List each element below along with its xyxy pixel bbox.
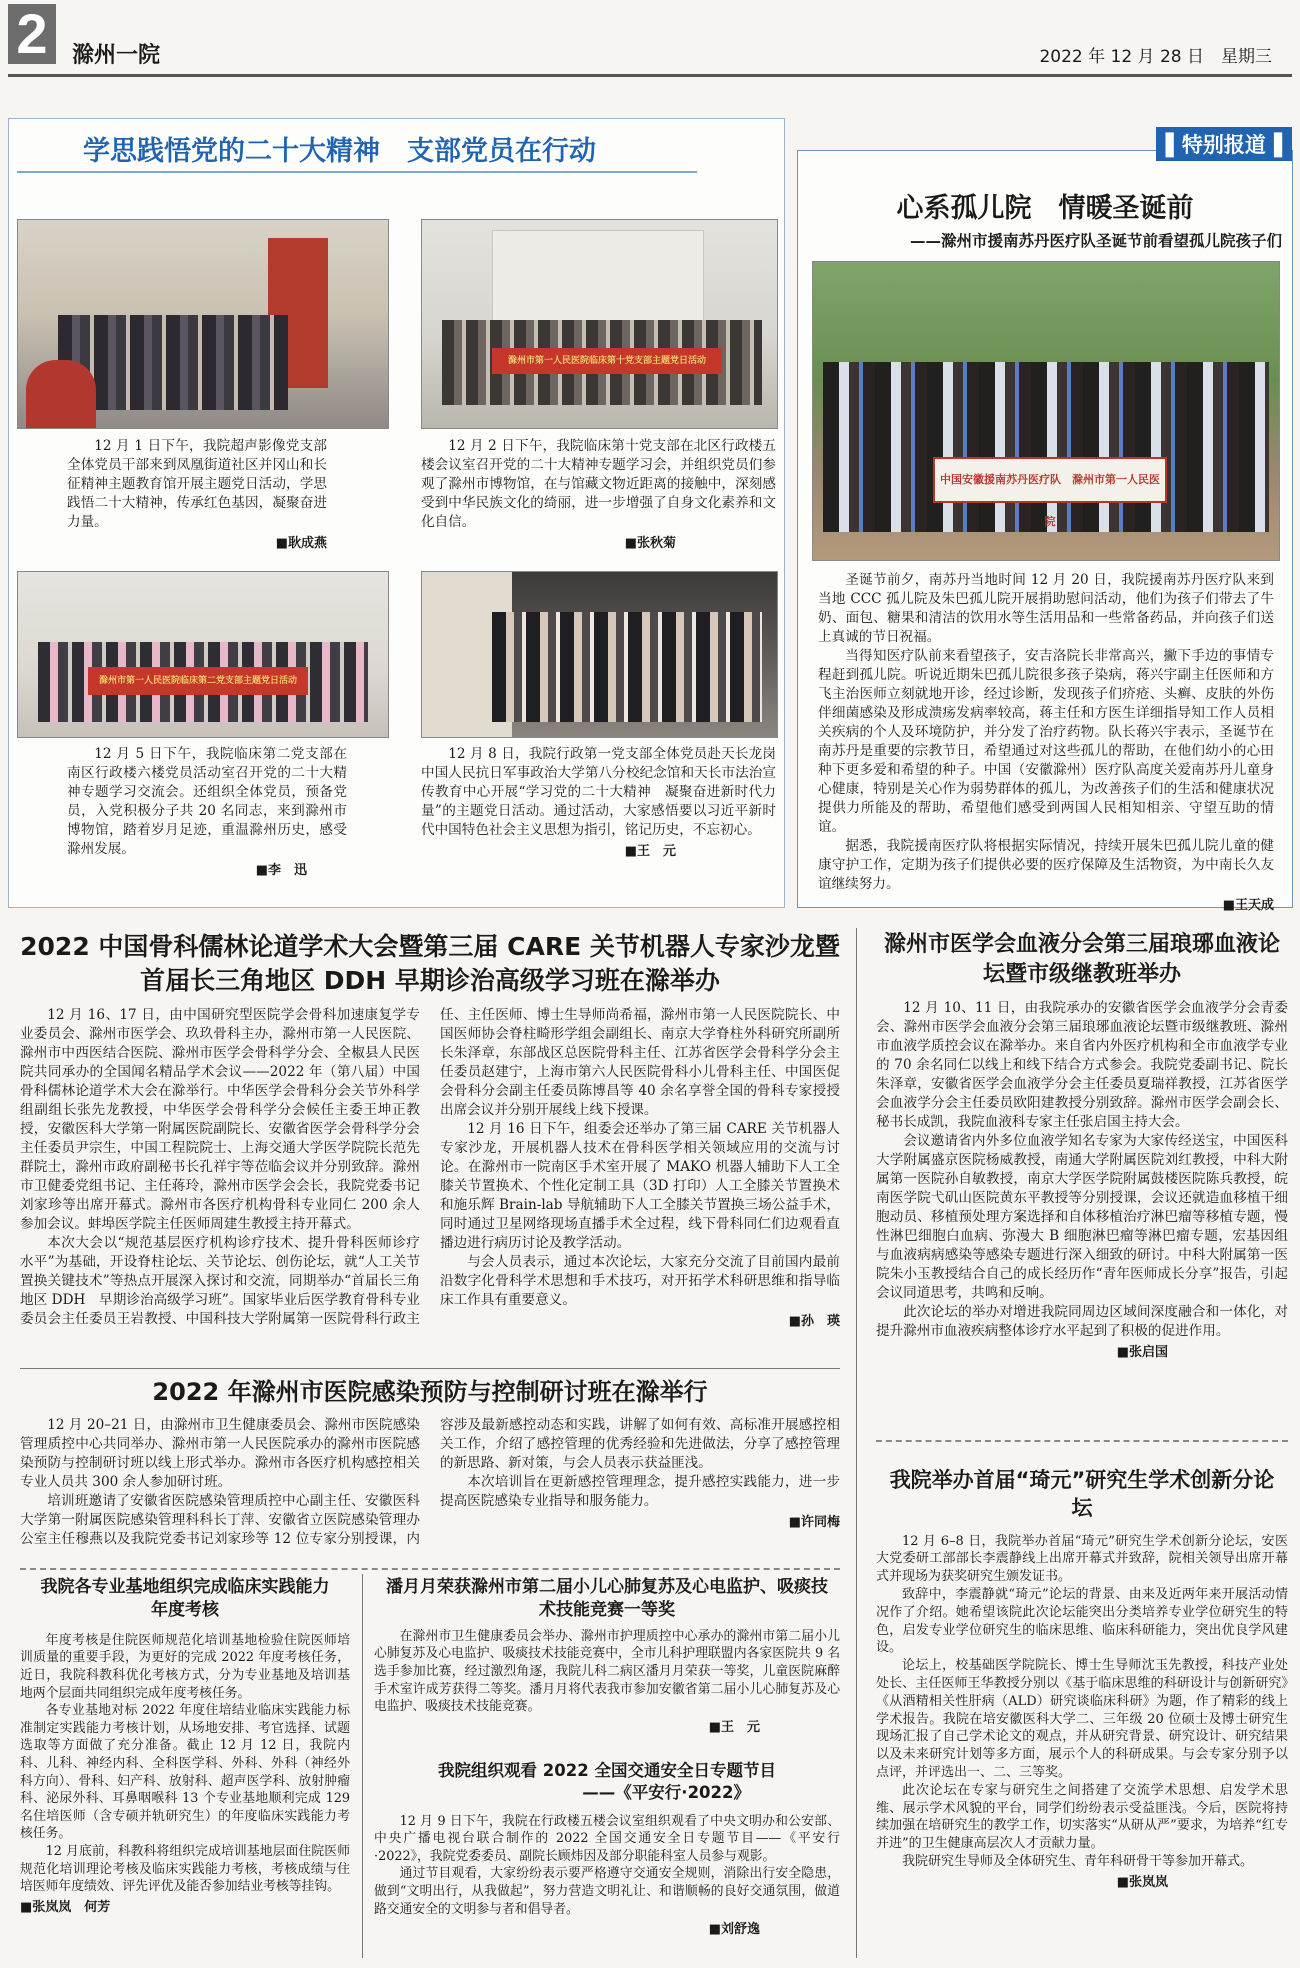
special-report-para-3: 据悉，我院援南医疗队将根据实际情况，持续开展朱巴孤儿院儿童的健康守护工作，定期为孩子们提供必要的医疗保障及生活物资，为中南长久友谊继续努力。 [818, 838, 1274, 892]
infection-para-2: 培训班邀请了安徽省医院感染管理质控中心副主任、安徽医科大学第一附属医院感染管理科科长丁萍、安徽省立医院感染管理办公室主任穆燕以及我院党委书记刘家珍等 12 位专家分别授课，内容涉及最新感控动态和实践，讲解了如何有效、高标准开展感控相关工作，介绍了感控管理的优秀经验和先进做法，分享了感控管理的新思路、新对策，与会人员表示获益匪浅。 [20, 1417, 840, 1547]
traffic-subheadline: ——《平安行·2022》 [582, 1783, 750, 1803]
infection-divider [20, 1368, 840, 1369]
traffic-byline: ■刘舒逸 [708, 1922, 760, 1938]
party-section [8, 118, 785, 908]
special-report-subtitle: ——滁州市援南苏丹医疗队圣诞节前看望孤儿院孩子们 [909, 232, 1282, 250]
ortho-para-3: 12 月 16 日下午，组委会还举办了第三届 CARE 关节机器人专家沙龙，开展机器人技术在骨科医学相关领域应用的交流与讨论。在滁州市一院南区手术室开展了 MAKO 机器人辅助下人工全膝关节置换术、个性化定制工具（3D 打印）人工全膝关节置换术和施乐辉 Brain-lab 导航辅助下人工全膝关节置换三场公益手术，同时通过卫星网络现场直播手术全过程，线下骨科同仁们边观看直播边进行病历讨论及教学活动。 [440, 1121, 840, 1251]
blood-para-3: 此次论坛的举办对增进我院同周边区域间深度融合和一体化，对提升滁州市血液疾病整体诊疗水平起到了积极的促进作用。 [876, 1304, 1288, 1340]
issue-date: 2022 年 12 月 28 日 星期三 [1039, 47, 1272, 67]
party-byline-1: ■耿成燕 [275, 536, 327, 551]
ortho-headline: 2022 中国骨科儒林论道学术大会暨第三届 CARE 关节机器人专家沙龙暨首届长三角地区 DDH 早期诊治高级学习班在滁举办 [20, 932, 840, 995]
ortho-byline: ■孙 瑛 [788, 1314, 840, 1329]
traffic-article [374, 1760, 840, 1937]
infection-para-3: 本次培训旨在更新感控管理理念，提升感控实践能力，进一步提高医院感染专业指导和服务能力。 [440, 1474, 840, 1509]
party-banner-3: 滁州市第一人民医院临床第二党支部主题党日活动 [88, 667, 308, 695]
ortho-para-4: 与会人员表示，通过本次论坛，大家充分交流了目前国内最前沿数字化骨科学术思想和手术技巧，对开拓学术科研思维和指导临床工作具有重要意义。 [440, 1254, 840, 1308]
infection-body [20, 1416, 840, 1564]
special-report-title: 心系孤儿院 情暖圣诞前 [896, 193, 1194, 224]
ortho-para-2: 本次大会以“规范基层医疗机构诊疗技术、提升骨科医师诊疗水平”为基础，开设脊柱论坛、关节论坛、创伤论坛，就“人工关节置换关键技术”等热点开展深入探讨和交流，同期举办“首届长三角地区 DDH 早期诊治高级学习班”。国家毕业后医学教育骨科专业委员会主任委员王岩教授、中国科技大学附属第一医院骨科行政主任、主任医师、博士生导师尚希福，滁州市第一人民医院院长、中国医师协会脊柱畸形学组会副组长、南京大学脊柱外科研究所副所长朱泽章，东部战区总医院骨科主任、江苏省医学会骨科学分会主任委员赵建宁，上海市第六人民医院骨科小儿骨科主任、中国医促会骨科分会副主任委员陈博昌等 40 余名享誉全国的骨科专家授授出席会议并分别开展线上线下授课。 [20, 1007, 840, 1327]
party-photo-1 [17, 219, 389, 429]
party-photo-2 [421, 219, 778, 429]
special-report-para-2: 当得知医疗队前来看望孩子，安吉洛院长非常高兴，撇下手边的事情专程赶到孤儿院。听说近期朱巴孤儿院很多孩子染病，蒋兴宇副主任医师和方飞主治医师立刻就地开诊，经过诊断，发现孩子们疥疮、头癣、皮肤的外伤伴细菌感染及形成溃疡发病率较高，蒋主任和方医生详细指导知工作人员相关疾病的个人及环境防护，并分发了治疗药物。队长蒋兴宇表示，圣诞节在南苏丹是重要的宗教节日，希望通过对这些孤儿的帮助，在他们幼小的心田种下更多爱和希望的种子。中国（安徽滁州）医疗队高度关爱南苏丹儿童身心健康，特别是关心作为弱势群体的孤儿，为改善孩子们的生活和健康状况提供力所能及的帮助，希望他们感受到两国人民相知相亲、守望互助的情谊。 [818, 648, 1274, 835]
blood-para-1: 12 月 10、11 日，由我院承办的安徽省医学会血液学分会青委会、滁州市医学会血液分会第三届琅琊血液论坛暨市级继教班、滁州市血液学质控会议在滁举办。来自省内外医疗机构和全市血液学专业的 70 余名同仁以线上和线下结合方式参会。我院党委副书记、院长朱泽章，安徽省医学会血液学分会主任委员夏瑞祥教授，江苏省医学会血液学分会主任委员欧阳建教授分别致辞。滁州市医学会副会长、秘书长成凯，我院血液科专家主任张启国主持大会。 [876, 1000, 1288, 1131]
qiyuan-article [876, 1466, 1288, 1890]
base-para-1: 年度考核是住院医师规范化培训基地检验住院医师培训质量的重要手段，为更好的完成 2022 年度考核任务，近日，我院科教科优化考核方式，分为专业基地及培训基地两个层面共同组织完成年度考核任务。 [20, 1632, 350, 1701]
party-section-title: 学思践悟党的二十大精神 支部党员在行动 [83, 136, 596, 167]
right-divider [876, 1440, 1288, 1442]
blood-article [876, 930, 1288, 1360]
pan-byline: ■王 元 [708, 1719, 760, 1735]
traffic-para-1: 12 月 9 日下午，我院在行政楼五楼会议室组织观看了中央文明办和公安部、中央广播电视台联合制作的 2022 全国交通安全日专题节目——《平安行·2022》，我院党委委员、副院长顾炜因及部分职能科室人员参与观影。 [374, 1813, 840, 1864]
orphanage-banner: 中国安徽援南苏丹医疗队 滁州市第一人民医院 [933, 457, 1167, 503]
masthead-rule [8, 74, 1292, 77]
infection-byline: ■许同梅 [788, 1515, 840, 1530]
qiyuan-para-2: 致辞中，李震静就“琦元”论坛的背景、由来及近两年来开展活动情况作了介绍。她希望该院此次论坛能突出分类培养专业学位研究生的特色，启发专业学位研究生的临床思维、临床科研能力，突出优良学风建设。 [876, 1587, 1288, 1656]
blood-para-2: 会议邀请省内外多位血液学知名专家为大家传经送宝，中国医科大学附属盛京医院杨威教授，南通大学附属医院刘红教授，中科大附属第一医院孙自敏教授，南京大学医学院附属鼓楼医院陈兵教授，皖南医学院弋矶山医院黄东平教授等分别授课，会议还就造血移植干细胞动员、移植预处理方案选择和自体移植治疗淋巴瘤等移植专题，慢性淋巴细胞白血病、弥漫大 B 细胞淋巴瘤等淋巴瘤专题，宏基因组与血液病病感染等感染专题进行深入细致的研讨。中科大附属第一医院朱小玉教授结合自己的成长经历作“青年医师成长分享”报告，引起会议同道思考，共鸣和反响。 [876, 1133, 1288, 1302]
party-byline-4: ■王 元 [624, 844, 676, 859]
special-report-byline: ■王天成 [1222, 898, 1274, 913]
qiyuan-para-3: 论坛上，校基础医学院院长、博士生导师沈玉先教授，科技产业处处长、主任医师王华教授分别以《基于临床思维的科研设计与创新研究》《从酒精相关性肝病（ALD）研究谈临床科研》为题，作了精彩的线上学术报告。我院在培安徽医科大学二、三年级 20 位硕士及博士研究生现场汇报了自己学术论文的观点，并从研究背景、研究设计、研究结果以及未来研究计划等多方面，展示个人的科研成果。与会专家分别予以点评，并评选出一、二、三等奖。 [876, 1658, 1288, 1781]
special-report-badge: ▌特别报道▐ [1156, 127, 1292, 161]
pan-para-1: 在滁州市卫生健康委员会举办、滁州市护理质控中心承办的滁州市第二届小儿心肺复苏及心电监护、吸痰技术技能竞赛中，全市儿科护理联盟内各家医院共 9 名选手参加比赛，经过激烈角逐，我院儿科二病区潘月月荣获一等奖，儿童医院麻醉手术室许成芳获得二等奖。潘月月将代表我市参加安徽省第二届小儿心肺复苏及心电监护、吸痰技术技能竞赛。 [374, 1628, 840, 1715]
party-banner-2: 滁州市第一人民医院临床第十党支部主题党日活动 [492, 348, 722, 374]
base-para-3: 12 月底前，科教科将组织完成培训基地层面住院医师规范化培训理论考核及临床实践能力考核，考核成绩与住培医师年度绩效、评先评优及能否参加结业考核等挂钩。 [20, 1844, 350, 1895]
infection-para-1: 12 月 20–21 日，由滁州市卫生健康委员会、滁州市医院感染管理质控中心共同举办、滁州市第一人民医院承办的滁州市医院感染预防与控制研讨班以线上形式举办。滁州市各医疗机构感控相关专业人员共 300 余人参加研讨班。 [20, 1417, 420, 1490]
orphanage-photo [812, 261, 1280, 561]
special-report-box [797, 133, 1293, 913]
pan-article [374, 1576, 840, 1735]
qiyuan-para-4: 此次论坛在专家与研究生之间搭建了交流学术思想、启发学术思维、展示学术风貌的平台，同学们纷纷表示受益匪浅。今后，医院将持续加强在培研究生的教学工作，切实落实“从研从严”要求，为培养“红专并进”的卫生健康高层次人才贡献力量。 [876, 1782, 1288, 1852]
party-caption-2: 12 月 2 日下午，我院临床第十党支部在北区行政楼五楼会议室召开党的二十大精神专题学习会，并组织党员们参观了滁州市博物馆，在与馆藏文物近距离的接触中，深刻感受到中华民族文化的绮丽，进一步增强了自身文化素养和文化自信。 [421, 438, 776, 530]
qiyuan-byline: ■张岚岚 [1116, 1874, 1168, 1890]
ortho-body [20, 1006, 840, 1364]
title-underline [17, 171, 697, 173]
pan-headline: 潘月月荣获滁州市第二届小儿心肺复苏及心电监护、吸痰技术技能竞赛一等奖 [386, 1577, 828, 1620]
blood-headline: 滁州市医学会血液分会第三届琅琊血液论坛暨市级继教班举办 [883, 932, 1280, 987]
party-byline-3: ■李 迅 [255, 863, 307, 878]
infection-headline: 2022 年滁州市医院感染预防与控制研讨班在滁举行 [152, 1378, 708, 1406]
page-number: 2 [8, 4, 56, 64]
party-photo-3 [17, 571, 389, 738]
section-name: 滁州一院 [72, 43, 161, 68]
blood-byline: ■张启国 [1116, 1345, 1168, 1361]
special-report-para-1: 圣诞节前夕，南苏丹当地时间 12 月 20 日，我院援南苏丹医疗队来到当地 CCC 孤儿院及朱巴孤儿院开展捐助慰问活动，他们为孩子们带去了牛奶、面包、糖果和清洁的饮用水等生活用品和一些常备药品，并向孩子们送上真诚的节日祝福。 [818, 572, 1274, 645]
party-photo-4 [421, 571, 778, 738]
qiyuan-headline: 我院举办首届“琦元”研究生学术创新分论坛 [889, 1468, 1275, 1521]
qiyuan-para-5: 我院研究生导师及全体研究生、青年科研骨干等参加开幕式。 [902, 1854, 1254, 1870]
party-caption-1: 12 月 1 日下午，我院超声影像党支部全体党员干部来到凤凰街道社区并冈山和长征精神主题教育馆开展主题党日活动，学思践悟二十大精神，传承红色基因，凝聚奋进力量。 [67, 438, 327, 530]
bottom-divider [20, 1568, 840, 1570]
party-caption-4: 12 月 8 日，我院行政第一党支部全体党员赴天长龙岗中国人民抗日军事政治大学第八分校纪念馆和天长市法治宣传教育中心开展“学习党的二十大精神 凝聚奋进新时代力量”的主题党日活动。通过活动，大家感悟要以习近平新时代中国特色社会主义思想为指引，铭记历史，不忘初心。 [421, 746, 776, 838]
qiyuan-para-1: 12 月 6–8 日，我院举办首届“琦元”研究生学术创新分论坛，安医大党委研工部部长李震静线上出席开幕式并致辞，院相关领导出席开幕式并现场为获奖研究生颁发证书。 [876, 1533, 1288, 1585]
column-divider [856, 928, 857, 1958]
party-caption-3: 12 月 5 日下午，我院临床第二党支部在南区行政楼六楼党员活动室召开党的二十大精神专题学习交流会。还组织全体党员，预备党员，入党积极分子共 20 名同志，来到滁州市博物馆，踏着岁月足迹，重温滁州历史，感受滁州发展。 [67, 746, 347, 857]
traffic-para-2: 通过节目观看，大家纷纷表示要严格遵守交通安全规则，消除出行安全隐患，做到“文明出行，从我做起”，努力营造文明礼让、和谐顺畅的良好交通氛围，做道路交通安全的文明参与者和倡导者。 [374, 1866, 840, 1917]
base-byline: ■张岚岚 何芳 [20, 1899, 111, 1915]
traffic-headline: 我院组织观看 2022 全国交通安全日专题节目 [438, 1761, 776, 1780]
base-article [20, 1576, 350, 1915]
base-para-2: 各专业基地对标 2022 年度住培结业临床实践能力标准制定实践能力考核计划，从场地安排、考官选择、试题选取等方面做了充分准备。截止 12 月 12 日，我院内科、儿科、神经内科、全科医学科、外科、外科（神经外科方向）、骨科、妇产科、放射科、超声医学科、放射肿瘤科、泌尿外科、耳鼻咽喉科 13 个专业基地顺利完成 129 名住培医师（含专硕并轨研究生）的年度临床实践能力考核任务。 [20, 1703, 350, 1842]
ortho-para-1: 12 月 16、17 日，由中国研究型医院学会骨科加速康复学专业委员会、滁州市医学会、玖玖骨科主办，滁州市第一人民医院、滁州市中西医结合医院、滁州市医学会骨科学分会、全椒县人民医院共同承办的全国闻名精品学术会议——2022 年（第八届）中国骨科儒林论道学术大会在滁举行。中华医学会骨科分会关节外科学组副组长张先龙教授，中华医学会骨科学分会候任主委王坤正教授，安徽医科大学第一附属医院副院长、安徽省医学会骨科学分会主任委员尹宗生，中国工程院院士、上海交通大学医学院院长范先群院士，滁州市政府副秘书长孔祥宇等莅临会议并分别致辞。滁州市卫健委党组书记、主任蒋玲，滁州市医学会会长，我院党委书记刘家珍等出席开幕式。滁州市各医疗机构骨科专业同仁 200 余人参加会议。蚌埠医学院主任医师周建生教授主持开幕式。 [20, 1007, 420, 1232]
base-headline: 我院各专业基地组织完成临床实践能力年度考核 [40, 1577, 330, 1620]
bottom-column-divider [362, 1574, 363, 1958]
party-byline-2: ■张秋菊 [624, 536, 676, 551]
